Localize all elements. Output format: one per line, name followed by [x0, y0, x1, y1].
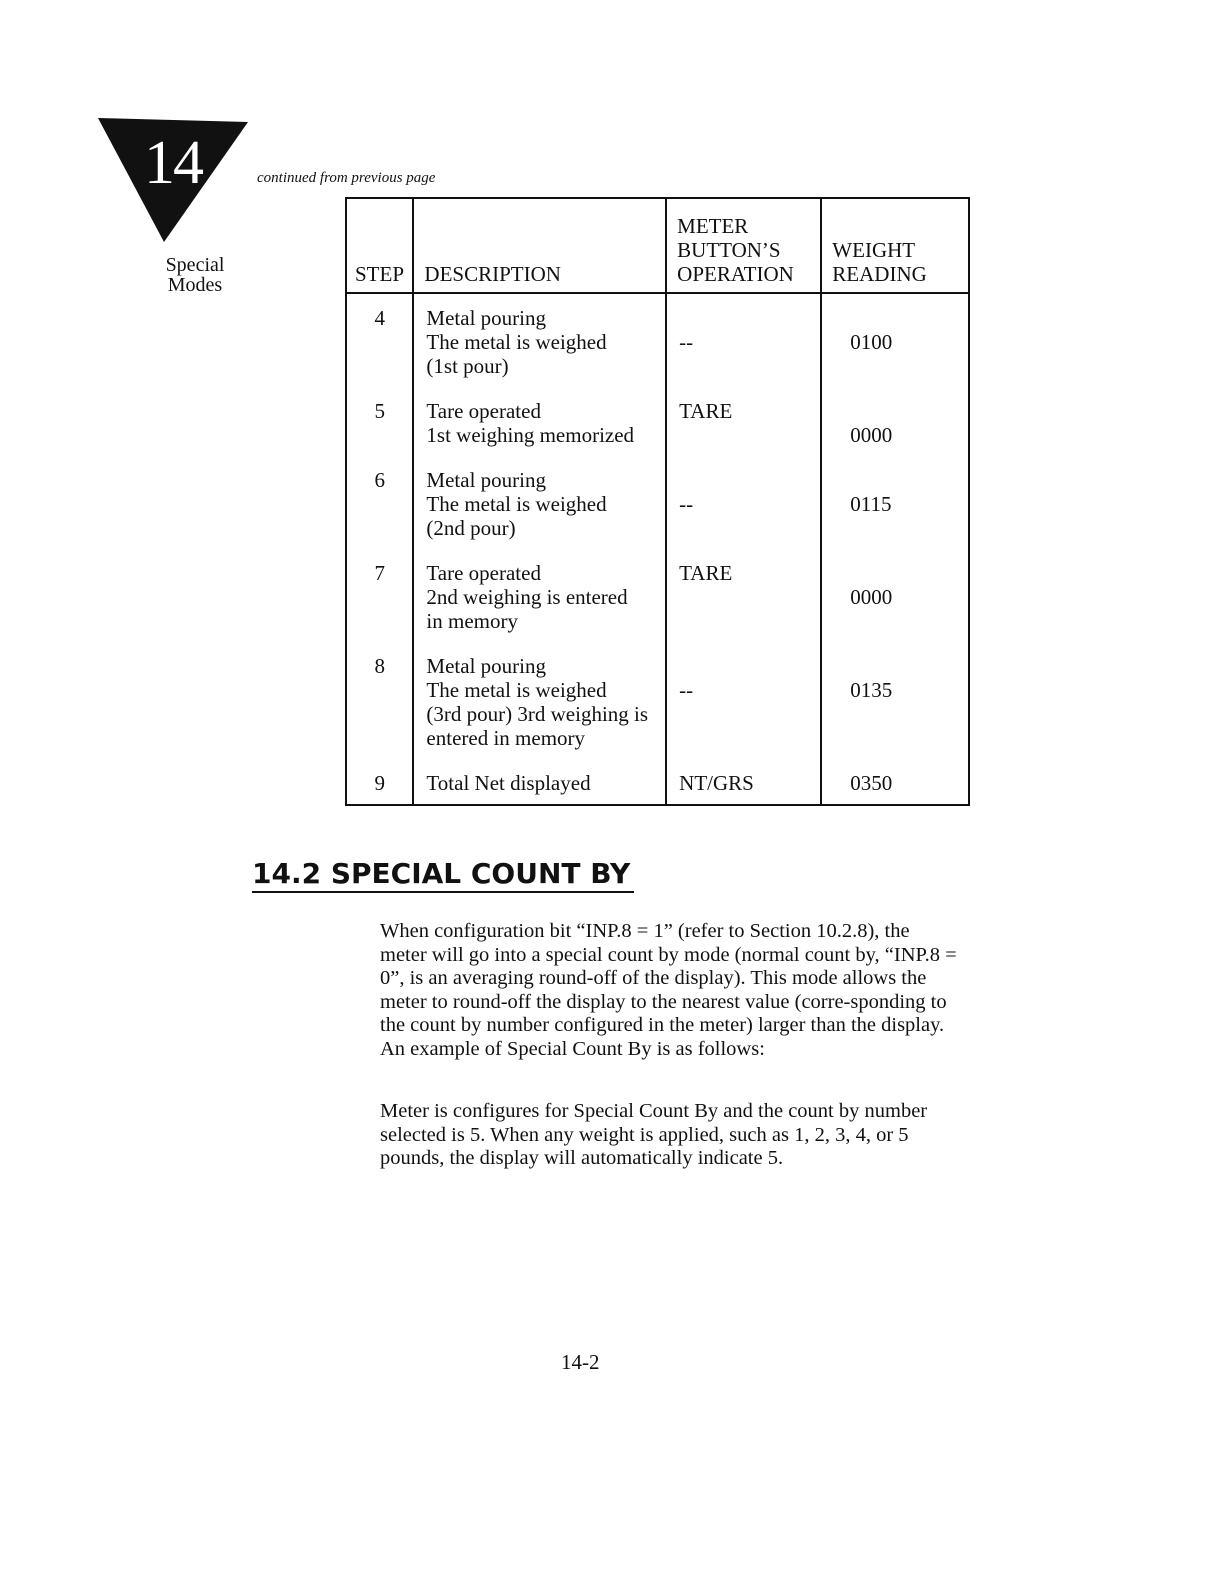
operation-value: TARE — [679, 399, 733, 423]
section-label: Special Modes — [165, 254, 225, 296]
description-line: The metal is weighed — [426, 678, 607, 702]
table-body — [346, 293, 969, 805]
operation-value: NT/GRS — [679, 771, 754, 795]
weight-value: 0350 — [850, 771, 893, 795]
description-line: (1st pour) — [426, 354, 509, 378]
description-line: (2nd pour) — [426, 516, 516, 540]
cell-description — [413, 387, 666, 456]
cell-operation — [666, 387, 821, 456]
table-row — [346, 293, 969, 387]
cell-step: 5 — [346, 387, 413, 456]
cell-weight — [821, 293, 969, 387]
cell-description — [413, 293, 666, 387]
description-line: Tare operated — [426, 399, 541, 423]
cell-weight — [821, 549, 969, 642]
table-row — [346, 549, 969, 642]
header-line: READING — [832, 262, 927, 286]
description-line: Tare operated — [426, 561, 541, 585]
description-line: Total Net displayed — [426, 771, 591, 795]
header-line: WEIGHT — [832, 238, 916, 262]
cell-weight — [821, 387, 969, 456]
description-line: Metal pouring — [426, 306, 546, 330]
operation-value: TARE — [679, 561, 733, 585]
cell-description — [413, 759, 666, 805]
weight-value: 0135 — [850, 678, 893, 702]
cell-description — [413, 642, 666, 759]
cell-operation — [666, 549, 821, 642]
header-weight-reading — [821, 198, 969, 293]
table-row — [346, 642, 969, 759]
description-line: Metal pouring — [426, 654, 546, 678]
table-row — [346, 456, 969, 549]
cell-weight — [821, 759, 969, 805]
chapter-number: 14 — [144, 129, 202, 197]
description-line: The metal is weighed — [426, 330, 607, 354]
header-line: BUTTON’S — [677, 238, 781, 262]
operation-value: -- — [679, 678, 694, 702]
weight-value: 0115 — [850, 492, 892, 516]
description-line: 2nd weighing is entered — [426, 585, 628, 609]
weight-value: 0100 — [850, 330, 893, 354]
table-header-row — [346, 198, 969, 293]
chapter-tab — [98, 118, 248, 242]
header-line: OPERATION — [677, 262, 794, 286]
table-row — [346, 387, 969, 456]
table-row — [346, 759, 969, 805]
operation-value: -- — [679, 330, 694, 354]
description-line: 1st weighing memorized — [426, 423, 635, 447]
description-line: Metal pouring — [426, 468, 546, 492]
weight-value: 0000 — [850, 585, 893, 609]
cell-weight — [821, 642, 969, 759]
page-number: 14-2 — [561, 1350, 600, 1374]
operation-value: -- — [679, 492, 694, 516]
cell-step: 9 — [346, 759, 413, 805]
description-line: entered in memory — [426, 726, 586, 750]
weight-value: 0000 — [850, 423, 893, 447]
cell-operation — [666, 642, 821, 759]
cell-step: 6 — [346, 456, 413, 549]
description-line: The metal is weighed — [426, 492, 607, 516]
cell-operation — [666, 293, 821, 387]
section-paragraph: When configuration bit “INP.8 = 1” (refer to Section 10.2.8), the meter will go into a special count by mode (normal count by, “INP.8 = 0”, is an averaging round-off of the display). This mode allows the meter to round-off the display to the nearest value (corre-sponding to the count by number configured in the meter) larger than the display. An example of Special Count By is as follows: — [380, 920, 957, 1060]
cell-operation — [666, 456, 821, 549]
header-description: DESCRIPTION — [413, 198, 666, 293]
header-step: STEP — [346, 198, 413, 293]
header-line: METER — [677, 214, 749, 238]
continued-note: continued from previous page — [257, 170, 436, 186]
description-line: (3rd pour) 3rd weighing is — [426, 702, 649, 726]
cell-step: 8 — [346, 642, 413, 759]
cell-step: 7 — [346, 549, 413, 642]
cell-description — [413, 549, 666, 642]
header-meter-operation — [666, 198, 821, 293]
steps-table — [345, 197, 970, 806]
section-paragraph: Meter is configures for Special Count By and the count by number selected is 5. When any weight is applied, such as 1, 2, 3, 4, or 5 pounds, the display will automatically indicate 5. — [380, 1100, 928, 1169]
cell-description — [413, 456, 666, 549]
description-line: in memory — [426, 609, 518, 633]
cell-step: 4 — [346, 293, 413, 387]
cell-operation — [666, 759, 821, 805]
section-heading: 14.2 SPECIAL COUNT BY — [252, 857, 634, 893]
cell-weight — [821, 456, 969, 549]
